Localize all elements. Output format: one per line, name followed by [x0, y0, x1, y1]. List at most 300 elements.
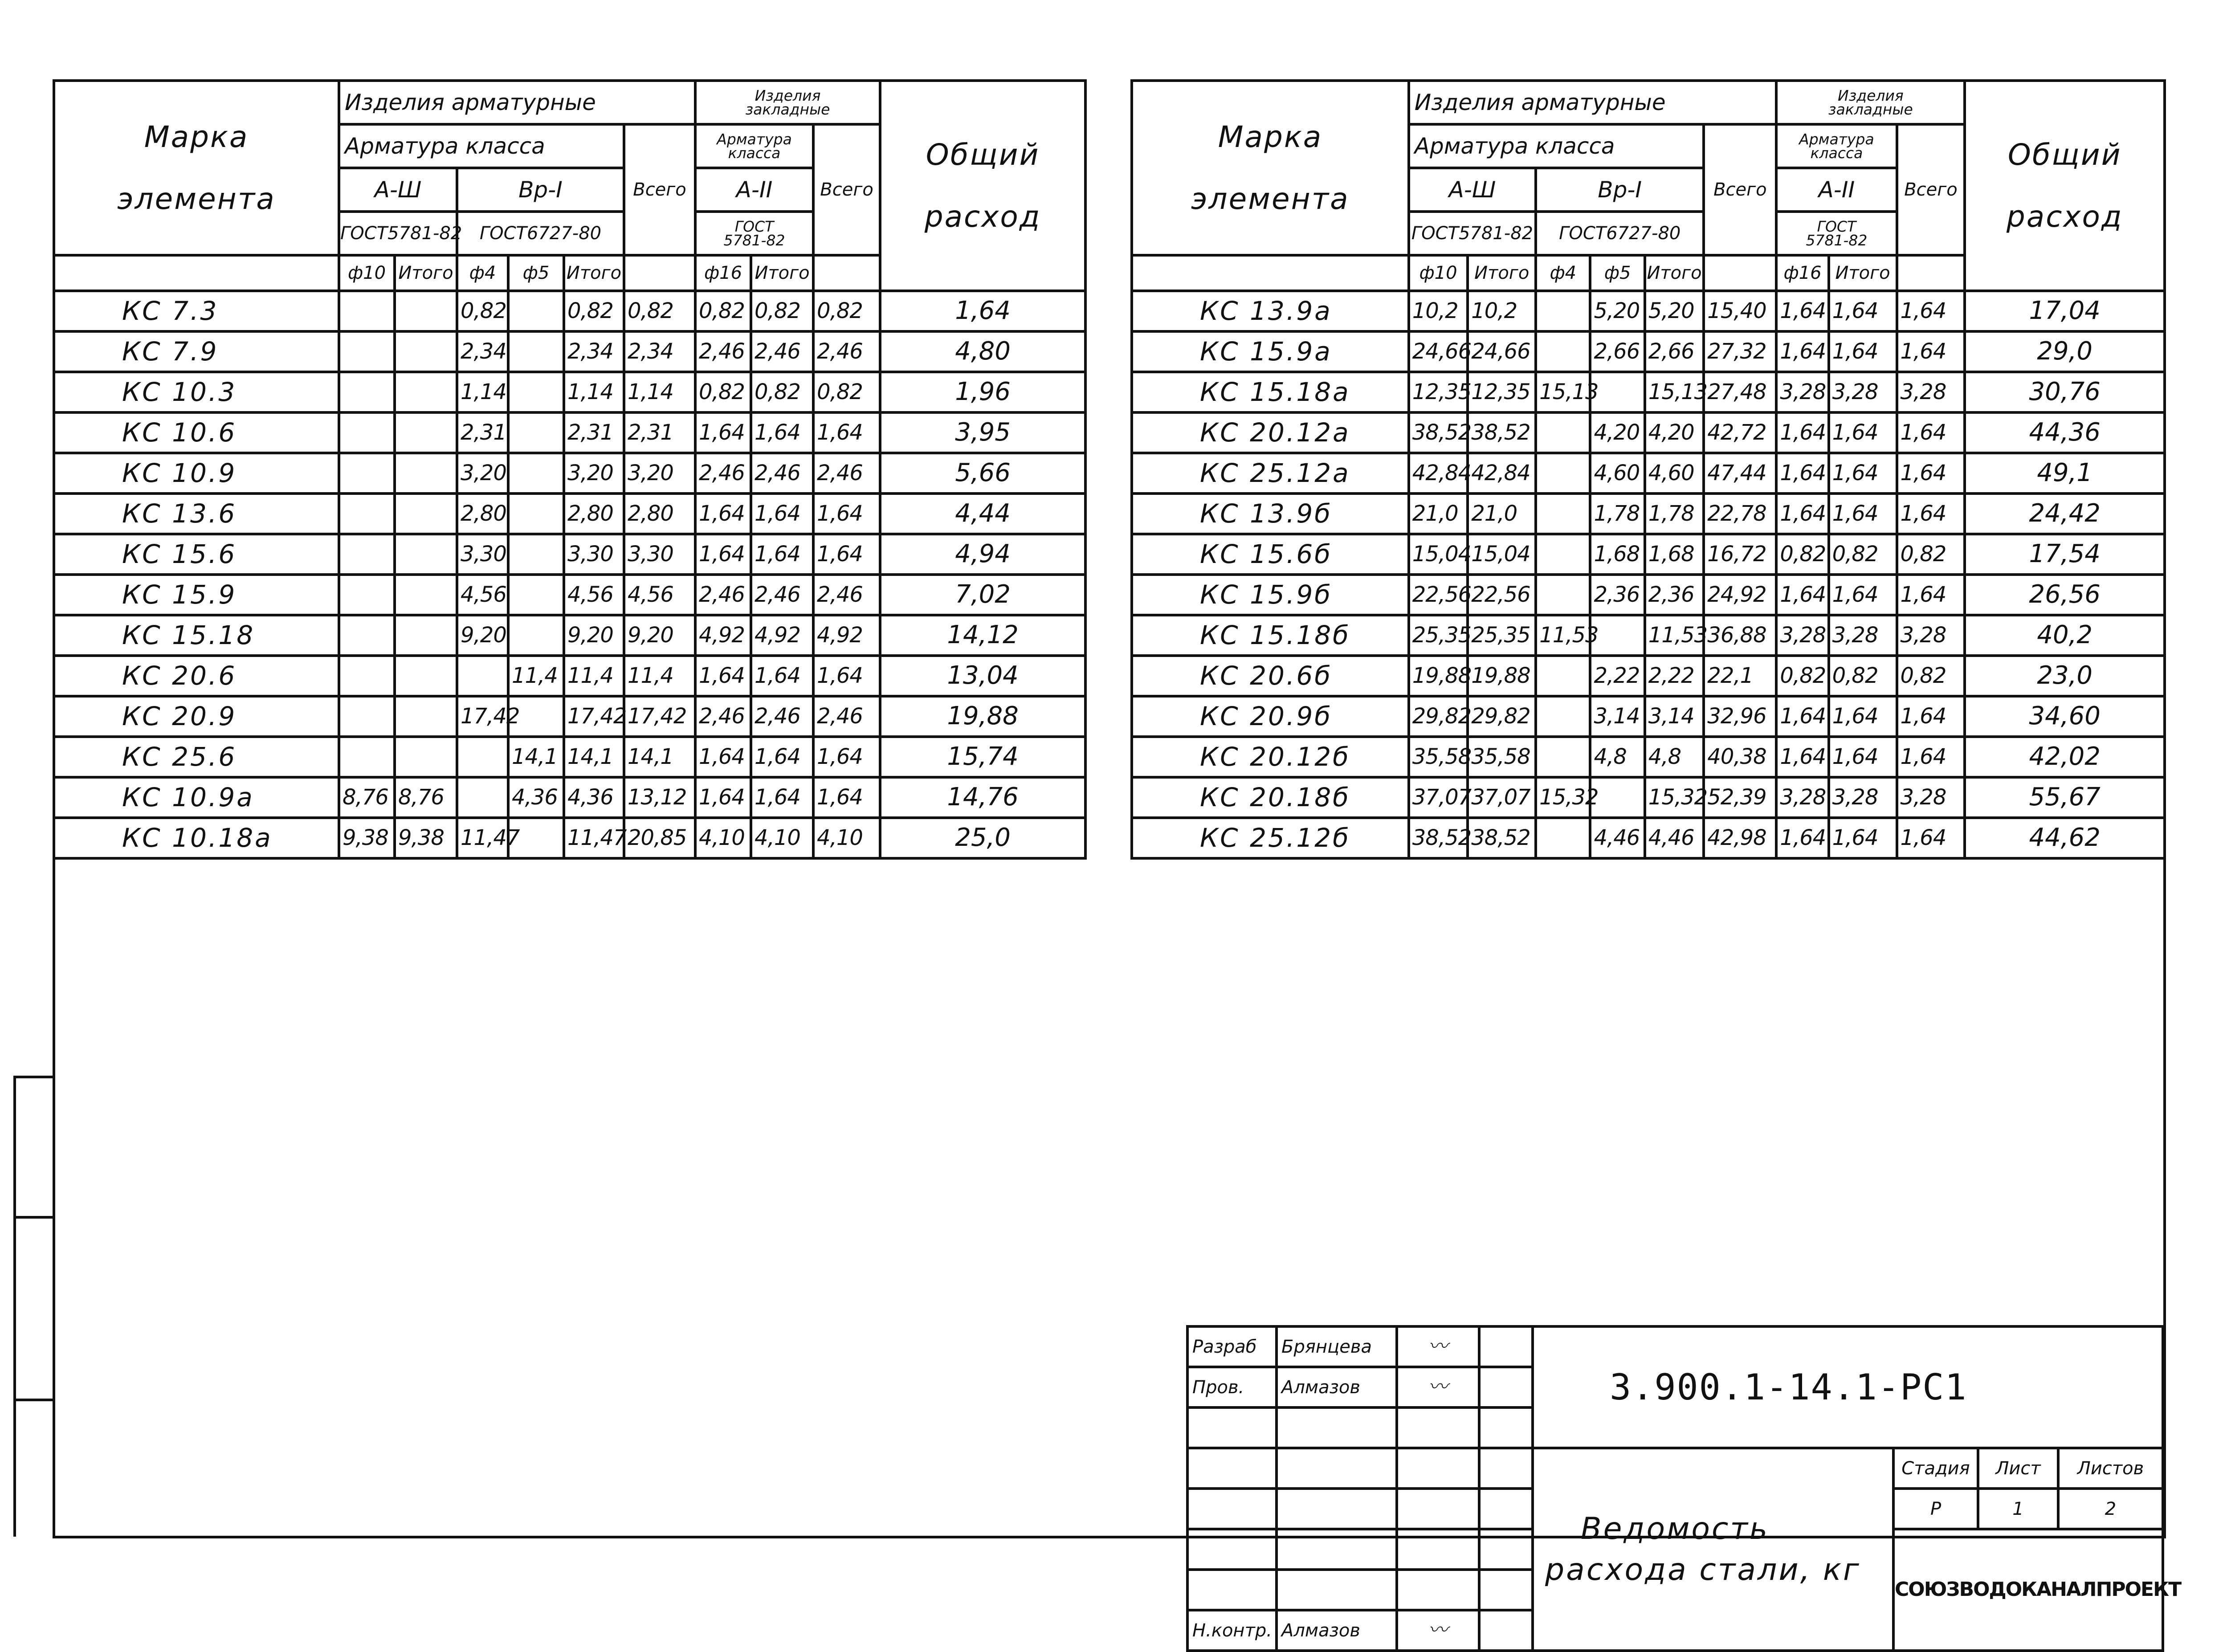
table-cell: 35,58 [1468, 737, 1536, 777]
col-header-rebar-vsego: Всего [1704, 124, 1776, 255]
name-developer: Брянцева [1277, 1326, 1397, 1367]
col-header-itogo-a3: Итого [1468, 255, 1536, 291]
table-cell: 1,64 [1897, 494, 1965, 534]
table-cell: 1,64 [1776, 453, 1828, 494]
table-cell [339, 575, 395, 615]
col-header-phi10: ф10 [1409, 255, 1468, 291]
element-mark: КС 15.18 [54, 615, 339, 656]
table-cell: 19,88 [1409, 656, 1468, 696]
table-cell: 2,46 [695, 575, 751, 615]
table-cell: 22,78 [1704, 494, 1776, 534]
col-header-total: Общий расход [880, 81, 1085, 291]
table-row [54, 575, 1085, 615]
name-norm-control: Алмазов [1277, 1610, 1397, 1651]
table-cell: 1,64 [695, 737, 751, 777]
table-cell: 2,46 [751, 575, 813, 615]
table-row [54, 737, 1085, 777]
table-row [54, 494, 1085, 534]
element-mark: КС 13.9а [1132, 291, 1409, 331]
col-header-itogo-a2: Итого [751, 255, 813, 291]
table-body-right [1132, 291, 2165, 858]
table-cell: 2,66 [1590, 331, 1644, 372]
table-row [1132, 737, 2165, 777]
table-cell: 1,64 [813, 412, 880, 453]
table-cell [395, 412, 457, 453]
col-header-itogo-vr: Итого [1645, 255, 1704, 291]
total-value: 14,76 [880, 777, 1085, 818]
table-cell: 2,22 [1645, 656, 1704, 696]
table-row [54, 818, 1085, 858]
table-cell: 3,20 [457, 453, 508, 494]
col-header-rebar-products: Изделия арматурные [1409, 81, 1777, 124]
table-cell [1536, 453, 1590, 494]
table-cell: 42,98 [1704, 818, 1776, 858]
table-cell: 1,64 [1776, 412, 1828, 453]
table-cell [339, 372, 395, 412]
table-row [54, 777, 1085, 818]
table-cell: 0,82 [1776, 656, 1828, 696]
total-value: 42,02 [1965, 737, 2165, 777]
table-row [54, 534, 1085, 575]
table-cell: 24,92 [1704, 575, 1776, 615]
date-norm-control [1479, 1610, 1533, 1651]
table-cell: 4,46 [1645, 818, 1704, 858]
table-cell: 1,64 [1776, 575, 1828, 615]
total-value: 25,0 [880, 818, 1085, 858]
table-cell: 3,28 [1829, 372, 1897, 412]
table-cell: 4,20 [1645, 412, 1704, 453]
table-cell: 22,56 [1468, 575, 1536, 615]
col-header-emb-vsego-bottom [813, 255, 880, 291]
table-cell [339, 534, 395, 575]
table-cell: 38,52 [1409, 412, 1468, 453]
table-cell: 2,34 [624, 331, 695, 372]
table-row [1132, 331, 2165, 372]
steel-consumption-table-left [53, 79, 1087, 860]
table-row [1132, 818, 2165, 858]
table-cell: 1,64 [1897, 575, 1965, 615]
table-cell: 29,82 [1468, 696, 1536, 737]
table-cell: 1,64 [1829, 575, 1897, 615]
col-header-emb-vsego: Всего [1897, 124, 1965, 255]
table-cell: 1,64 [1776, 331, 1828, 372]
element-mark: КС 15.6 [54, 534, 339, 575]
table-cell: 35,58 [1409, 737, 1468, 777]
table-cell: 37,07 [1468, 777, 1536, 818]
table-cell: 1,64 [751, 412, 813, 453]
title-block [1186, 1325, 2181, 1652]
table-cell [508, 331, 564, 372]
table-cell: 1,78 [1645, 494, 1704, 534]
table-cell: 37,07 [1409, 777, 1468, 818]
table-cell: 1,68 [1645, 534, 1704, 575]
table-cell: 3,14 [1590, 696, 1644, 737]
table-row [1132, 575, 2165, 615]
table-row [1132, 412, 2165, 453]
element-mark: КС 20.18б [1132, 777, 1409, 818]
table-cell: 11,4 [564, 656, 624, 696]
table-cell: 2,31 [564, 412, 624, 453]
col-header-gost-5781: ГОСТ5781-82 [339, 212, 457, 255]
col-header-embedded-products: Изделия закладные [1776, 81, 1965, 124]
table-cell [395, 656, 457, 696]
table-cell: 17,42 [564, 696, 624, 737]
margin-stub-h2 [13, 1216, 53, 1219]
total-value: 13,04 [880, 656, 1085, 696]
table-cell: 17,42 [457, 696, 508, 737]
table-cell: 15,13 [1645, 372, 1704, 412]
table-cell: 2,46 [751, 696, 813, 737]
table-cell: 10,2 [1409, 291, 1468, 331]
table-row [54, 696, 1085, 737]
table-cell: 1,64 [1897, 291, 1965, 331]
table-cell: 1,64 [1897, 818, 1965, 858]
table-row [1132, 291, 2165, 331]
table-cell: 15,32 [1536, 777, 1590, 818]
value-sheet: 1 [1978, 1489, 2058, 1529]
table-cell [457, 777, 508, 818]
table-cell [339, 412, 395, 453]
table-cell [1590, 777, 1644, 818]
table-row [54, 412, 1085, 453]
table-cell: 4,56 [564, 575, 624, 615]
table-cell: 4,10 [751, 818, 813, 858]
table-cell: 1,64 [751, 494, 813, 534]
table-cell [1590, 615, 1644, 656]
date-developer [1479, 1326, 1533, 1367]
table-cell [339, 331, 395, 372]
col-header-a-iii: А-Ш [339, 168, 457, 212]
table-cell [508, 412, 564, 453]
element-mark: КС 20.12б [1132, 737, 1409, 777]
col-header-rebar-products: Изделия арматурные [339, 81, 695, 124]
table-cell [395, 453, 457, 494]
table-cell: 1,14 [624, 372, 695, 412]
table-cell: 2,66 [1645, 331, 1704, 372]
total-value: 23,0 [1965, 656, 2165, 696]
table-cell: 1,64 [1776, 737, 1828, 777]
table-cell [395, 696, 457, 737]
table-cell [1536, 737, 1590, 777]
col-header-vr-i: Вр-I [457, 168, 624, 212]
element-mark: КС 10.3 [54, 372, 339, 412]
total-value: 3,95 [880, 412, 1085, 453]
table-cell: 2,36 [1645, 575, 1704, 615]
table-cell [508, 615, 564, 656]
table-cell: 1,14 [564, 372, 624, 412]
table-cell: 2,46 [813, 453, 880, 494]
table-cell: 4,92 [751, 615, 813, 656]
table-cell: 11,53 [1645, 615, 1704, 656]
table-cell: 2,80 [564, 494, 624, 534]
table-cell: 13,12 [624, 777, 695, 818]
col-header-mark-bottom [1132, 255, 1409, 291]
table-cell: 14,1 [508, 737, 564, 777]
total-value: 44,36 [1965, 412, 2165, 453]
table-row [1132, 656, 2165, 696]
total-value: 34,60 [1965, 696, 2165, 737]
col-header-emb-class: Арматура класса [695, 124, 813, 168]
table-cell [1536, 494, 1590, 534]
table-cell [457, 737, 508, 777]
table-cell: 1,64 [1829, 412, 1897, 453]
col-header-gost-5781-emb: ГОСТ 5781-82 [695, 212, 813, 255]
sheet-title: Ведомость расхода стали, кг [1533, 1448, 1893, 1651]
table-row [1132, 777, 2165, 818]
table-cell: 0,82 [813, 372, 880, 412]
table-cell: 1,64 [1829, 494, 1897, 534]
total-value: 40,2 [1965, 615, 2165, 656]
total-value: 30,76 [1965, 372, 2165, 412]
table-cell: 1,64 [751, 534, 813, 575]
table-cell: 2,80 [624, 494, 695, 534]
table-cell: 1,78 [1590, 494, 1644, 534]
table-cell: 4,92 [813, 615, 880, 656]
margin-stub-h1 [13, 1076, 53, 1078]
table-cell: 2,22 [1590, 656, 1644, 696]
total-value: 15,74 [880, 737, 1085, 777]
table-cell: 4,10 [813, 818, 880, 858]
table-row [1132, 372, 2165, 412]
col-header-mark: Марка элемента [1132, 81, 1409, 255]
table-cell: 21,0 [1468, 494, 1536, 534]
table-cell: 11,4 [508, 656, 564, 696]
col-header-vr-i: Вр-I [1536, 168, 1704, 212]
table-cell: 27,32 [1704, 331, 1776, 372]
table-cell [395, 737, 457, 777]
table-cell: 4,92 [695, 615, 751, 656]
table-cell: 3,28 [1776, 615, 1828, 656]
table-cell: 40,38 [1704, 737, 1776, 777]
table-cell [339, 615, 395, 656]
table-cell: 3,28 [1897, 615, 1965, 656]
table-cell: 3,14 [1645, 696, 1704, 737]
table-cell: 0,82 [751, 291, 813, 331]
table-cell: 3,28 [1897, 777, 1965, 818]
label-checker: Пров. [1187, 1367, 1277, 1407]
total-value: 4,80 [880, 331, 1085, 372]
table-cell [339, 656, 395, 696]
table-cell: 1,68 [1590, 534, 1644, 575]
col-header-gost-6727: ГОСТ6727-80 [457, 212, 624, 255]
table-cell: 2,34 [457, 331, 508, 372]
table-cell [508, 291, 564, 331]
table-cell: 2,80 [457, 494, 508, 534]
table-cell [339, 453, 395, 494]
table-cell: 1,64 [813, 494, 880, 534]
table-cell: 15,04 [1468, 534, 1536, 575]
table-cell: 21,0 [1409, 494, 1468, 534]
table-cell: 0,82 [1897, 534, 1965, 575]
table-cell: 0,82 [695, 291, 751, 331]
margin-stub-h3 [13, 1399, 53, 1401]
table-cell: 4,36 [564, 777, 624, 818]
table-cell: 1,64 [1897, 331, 1965, 372]
table-cell [1536, 291, 1590, 331]
table-cell [1536, 534, 1590, 575]
table-cell: 32,96 [1704, 696, 1776, 737]
table-cell: 3,28 [1776, 372, 1828, 412]
table-cell: 1,64 [1776, 818, 1828, 858]
table-cell: 0,82 [624, 291, 695, 331]
table-row [1132, 453, 2165, 494]
element-mark: КС 20.6 [54, 656, 339, 696]
table-cell: 1,64 [1829, 331, 1897, 372]
table-cell: 1,64 [813, 737, 880, 777]
signature-icon: 〰 [1428, 1619, 1448, 1642]
table-cell: 12,35 [1468, 372, 1536, 412]
table-cell: 4,60 [1590, 453, 1644, 494]
table-cell [508, 534, 564, 575]
table-cell: 29,82 [1409, 696, 1468, 737]
table-cell: 3,30 [457, 534, 508, 575]
table-cell: 38,52 [1468, 818, 1536, 858]
table-cell [1536, 575, 1590, 615]
table-cell: 0,82 [1776, 534, 1828, 575]
table-cell: 9,20 [457, 615, 508, 656]
table-row [1132, 696, 2165, 737]
col-header-embedded-products: Изделия закладные [695, 81, 880, 124]
table-cell: 9,38 [395, 818, 457, 858]
element-mark: КС 7.9 [54, 331, 339, 372]
table-cell: 2,31 [624, 412, 695, 453]
element-mark: КС 20.6б [1132, 656, 1409, 696]
col-header-mark-bottom [54, 255, 339, 291]
table-cell: 4,8 [1590, 737, 1644, 777]
table-cell: 1,64 [695, 412, 751, 453]
element-mark: КС 15.9 [54, 575, 339, 615]
table-cell: 24,66 [1409, 331, 1468, 372]
value-sheets: 2 [2058, 1489, 2163, 1529]
table-cell: 3,30 [564, 534, 624, 575]
table-cell [395, 331, 457, 372]
table-row [54, 656, 1085, 696]
table-cell: 4,36 [508, 777, 564, 818]
table-cell: 4,8 [1645, 737, 1704, 777]
col-header-emb-vsego: Всего [813, 124, 880, 255]
table-cell: 22,56 [1409, 575, 1468, 615]
table-cell: 15,13 [1536, 372, 1590, 412]
col-header-itogo-vr: Итого [564, 255, 624, 291]
table-cell: 27,48 [1704, 372, 1776, 412]
element-mark: КС 10.6 [54, 412, 339, 453]
table-cell [395, 291, 457, 331]
table-cell [395, 575, 457, 615]
col-header-emb-class: Арматура класса [1776, 124, 1897, 168]
table-cell: 38,52 [1409, 818, 1468, 858]
total-value: 49,1 [1965, 453, 2165, 494]
element-mark: КС 20.9б [1132, 696, 1409, 737]
element-mark: КС 15.9б [1132, 575, 1409, 615]
table-cell [1536, 818, 1590, 858]
col-header-rebar-class: Арматура класса [1409, 124, 1704, 168]
element-mark: КС 25.6 [54, 737, 339, 777]
table-cell: 1,64 [1776, 291, 1828, 331]
col-header-a-ii: А-II [1776, 168, 1897, 212]
table-cell [395, 615, 457, 656]
table-cell [339, 696, 395, 737]
table-cell: 2,46 [695, 453, 751, 494]
table-cell: 10,2 [1468, 291, 1536, 331]
table-row [54, 291, 1085, 331]
table-cell: 1,64 [695, 534, 751, 575]
col-header-a-iii: А-Ш [1409, 168, 1536, 212]
table-cell: 2,46 [695, 331, 751, 372]
table-cell: 3,20 [624, 453, 695, 494]
table-cell: 4,56 [624, 575, 695, 615]
table-cell: 15,04 [1409, 534, 1468, 575]
table-cell [395, 372, 457, 412]
table-cell: 1,64 [1829, 737, 1897, 777]
table-cell: 42,84 [1409, 453, 1468, 494]
table-cell: 3,30 [624, 534, 695, 575]
table-cell: 3,28 [1829, 615, 1897, 656]
table-row [54, 615, 1085, 656]
table-cell: 1,64 [1776, 696, 1828, 737]
table-cell: 11,47 [457, 818, 508, 858]
label-stage: Стадия [1893, 1448, 1978, 1489]
col-header-gost-5781: ГОСТ5781-82 [1409, 212, 1536, 255]
col-header-phi4: ф4 [457, 255, 508, 291]
col-header-phi10: ф10 [339, 255, 395, 291]
element-mark: КС 25.12б [1132, 818, 1409, 858]
total-value: 29,0 [1965, 331, 2165, 372]
col-header-itogo-a3: Итого [395, 255, 457, 291]
table-cell: 1,64 [1829, 453, 1897, 494]
col-header-phi5: ф5 [508, 255, 564, 291]
table-cell: 0,82 [564, 291, 624, 331]
table-cell [1536, 331, 1590, 372]
table-cell: 1,64 [695, 494, 751, 534]
table-cell: 4,10 [695, 818, 751, 858]
table-cell: 1,64 [813, 534, 880, 575]
element-mark: КС 13.9б [1132, 494, 1409, 534]
table-cell: 9,20 [564, 615, 624, 656]
table-cell: 1,64 [813, 777, 880, 818]
table-cell: 0,82 [1897, 656, 1965, 696]
table-row [1132, 615, 2165, 656]
element-mark: КС 13.6 [54, 494, 339, 534]
table-cell [1536, 656, 1590, 696]
col-header-vsego-bottom [624, 255, 695, 291]
table-cell: 2,46 [751, 453, 813, 494]
table-cell: 1,64 [695, 777, 751, 818]
table-cell: 1,64 [695, 656, 751, 696]
table-cell: 1,64 [1897, 453, 1965, 494]
table-cell: 4,20 [1590, 412, 1644, 453]
name-checker: Алмазов [1277, 1367, 1397, 1407]
total-value: 17,04 [1965, 291, 2165, 331]
table-cell: 0,82 [695, 372, 751, 412]
table-cell: 1,64 [1829, 291, 1897, 331]
table-cell: 1,64 [1829, 818, 1897, 858]
table-cell: 2,46 [813, 696, 880, 737]
col-header-itogo-a2: Итого [1829, 255, 1897, 291]
total-value: 19,88 [880, 696, 1085, 737]
table-cell: 14,1 [564, 737, 624, 777]
table-cell: 16,72 [1704, 534, 1776, 575]
table-cell: 1,64 [751, 656, 813, 696]
table-body-left [54, 291, 1085, 858]
table-cell: 3,28 [1829, 777, 1897, 818]
table-cell: 20,85 [624, 818, 695, 858]
value-stage: Р [1893, 1489, 1978, 1529]
table-cell: 1,64 [751, 737, 813, 777]
element-mark: КС 15.18а [1132, 372, 1409, 412]
table-cell [508, 453, 564, 494]
col-header-phi16: ф16 [695, 255, 751, 291]
table-cell [1536, 412, 1590, 453]
